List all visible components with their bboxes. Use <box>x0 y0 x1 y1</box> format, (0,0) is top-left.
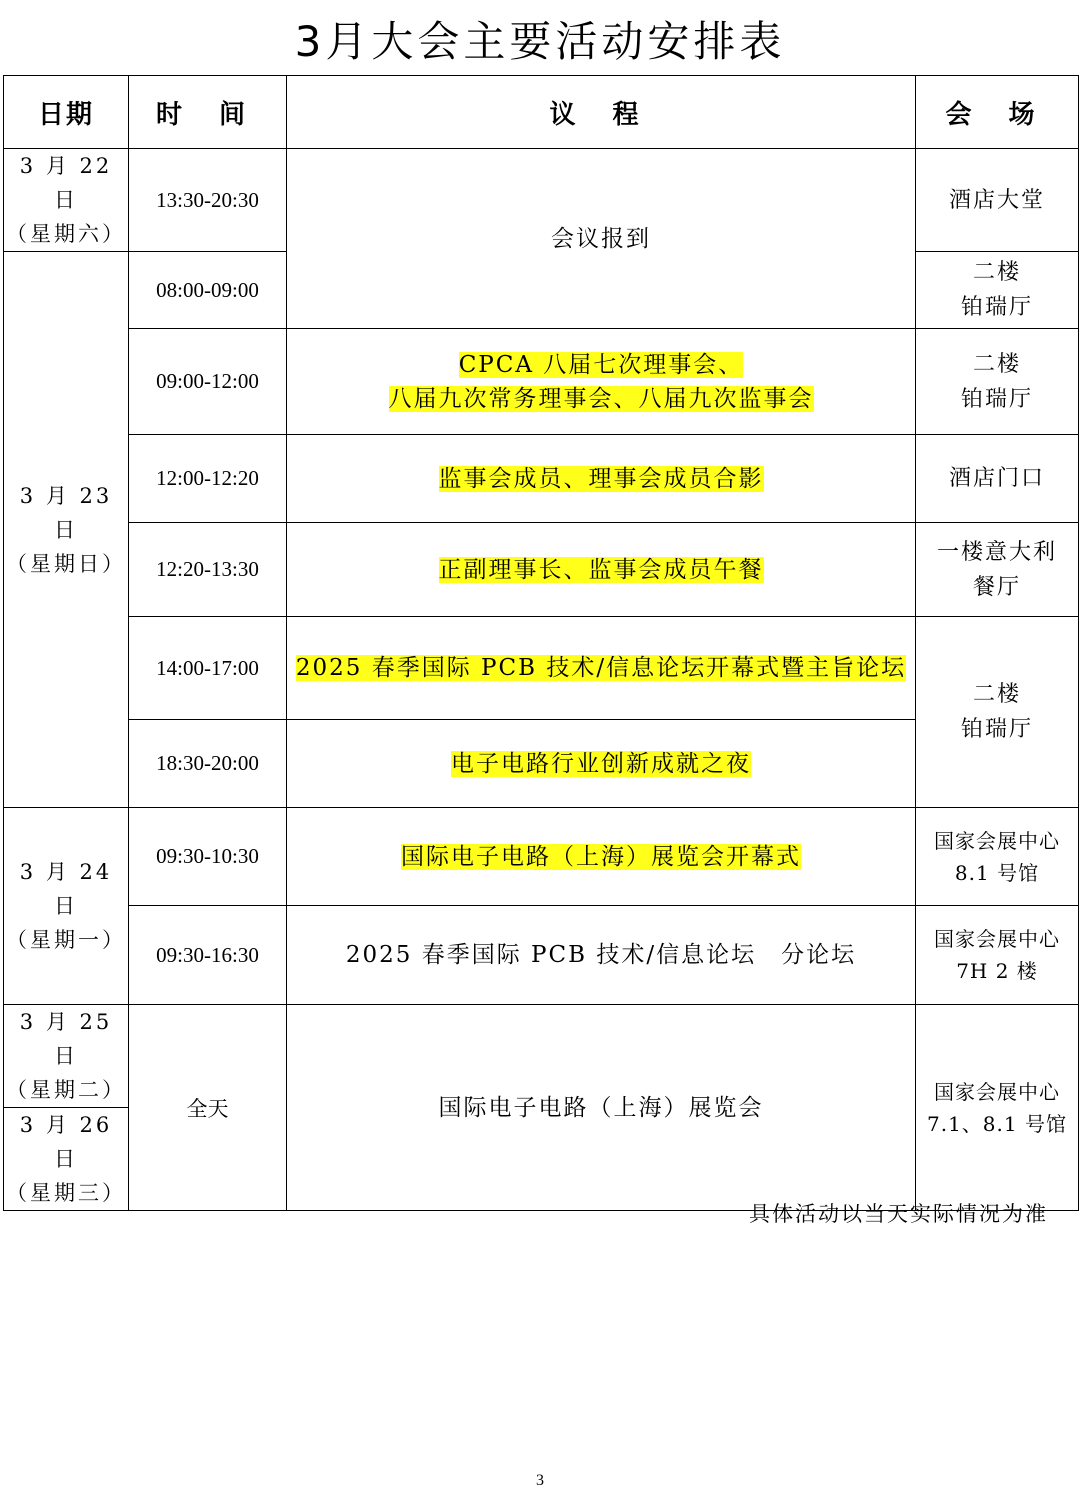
venue-floor: 二楼 <box>972 351 1021 377</box>
table-row <box>4 435 1079 523</box>
date-day: 3 月 26 日 <box>19 1113 113 1171</box>
date-cell-mar24 <box>4 808 129 1005</box>
venue-cell <box>916 523 1079 617</box>
agenda-expo-opening: 国际电子电路（上海）展览会开幕式 <box>401 843 801 870</box>
agenda-cell <box>287 329 916 435</box>
date-cell-mar22 <box>4 149 129 252</box>
date-day: 3 月 24 日 <box>19 860 113 918</box>
page-title: 3月大会主要活动安排表 <box>294 17 786 66</box>
agenda-cell <box>287 1005 916 1211</box>
venue-cell <box>916 149 1079 252</box>
table-row <box>4 329 1079 435</box>
date-weekday: （星期一） <box>6 928 126 952</box>
table-row <box>4 617 1079 720</box>
agenda-photo: 监事会成员、理事会成员合影 <box>438 465 764 492</box>
table-row <box>4 149 1079 252</box>
table-row <box>4 1005 1079 1108</box>
time-cell: 12:20-13:30 <box>129 523 287 617</box>
agenda-sub-forum: 2025 春季国际 PCB 技术/信息论坛 分论坛 <box>345 942 857 968</box>
date-weekday: （星期日） <box>6 551 126 576</box>
agenda-opening-forum: 2025 春季国际 PCB 技术/信息论坛开幕式暨主旨论坛 <box>295 655 907 681</box>
agenda-expo: 国际电子电路（上海）展览会 <box>438 1094 764 1121</box>
date-day: 3 月 23 日 <box>19 483 113 542</box>
agenda-checkin: 会议报到 <box>551 225 651 252</box>
agenda-lunch: 正副理事长、监事会成员午餐 <box>438 556 764 583</box>
time-cell: 全天 <box>129 1005 287 1211</box>
venue-floor: 二楼 <box>972 682 1021 707</box>
header-date: 日期 <box>4 76 129 149</box>
venue-italian-line2: 餐厅 <box>972 574 1021 600</box>
venue-cell <box>916 435 1079 523</box>
venue-lobby: 酒店大堂 <box>948 187 1045 213</box>
venue-hall: 铂瑞厅 <box>960 295 1033 320</box>
venue-hall-71-81: 7.1、8.1 号馆 <box>927 1111 1067 1136</box>
agenda-council-line1: CPCA 八届七次理事会、 <box>458 351 744 378</box>
agenda-cell <box>287 435 916 523</box>
time-cell: 18:30-20:00 <box>129 720 287 808</box>
venue-cell <box>916 808 1079 906</box>
header-time: 时 间 <box>129 76 287 149</box>
table-row <box>4 808 1079 906</box>
time-cell: 08:00-09:00 <box>129 252 287 329</box>
header-row <box>4 76 1079 149</box>
footnote: 具体活动以当天实际情况为准 <box>749 1202 1048 1226</box>
agenda-council-line2: 八届九次常务理事会、八届九次监事会 <box>388 385 814 412</box>
date-weekday: （星期三） <box>6 1181 126 1205</box>
venue-hall: 铂瑞厅 <box>960 386 1033 412</box>
venue-nec: 国家会展中心 <box>934 927 1060 951</box>
venue-cell <box>916 1005 1079 1211</box>
agenda-cell <box>287 523 916 617</box>
venue-nec: 国家会展中心 <box>934 1079 1060 1104</box>
venue-cell <box>916 906 1079 1005</box>
schedule-table <box>3 75 1079 1211</box>
venue-floor: 二楼 <box>972 260 1021 285</box>
table-row <box>4 523 1079 617</box>
time-cell: 13:30-20:30 <box>129 149 287 252</box>
agenda-cell <box>287 149 916 329</box>
time-cell: 09:00-12:00 <box>129 329 287 435</box>
agenda-night: 电子电路行业创新成就之夜 <box>451 750 751 777</box>
venue-hall: 铂瑞厅 <box>960 717 1033 742</box>
date-day: 3 月 22 日 <box>19 154 113 212</box>
date-weekday: （星期六） <box>6 222 126 246</box>
header-agenda: 议 程 <box>287 76 916 149</box>
time-cell: 12:00-12:20 <box>129 435 287 523</box>
venue-cell <box>916 329 1079 435</box>
date-cell-mar26 <box>4 1108 129 1211</box>
venue-nec: 国家会展中心 <box>934 828 1060 853</box>
date-cell-mar23 <box>4 252 129 808</box>
venue-italian-line1: 一楼意大利 <box>936 539 1057 565</box>
date-weekday: （星期二） <box>6 1078 126 1102</box>
date-cell-mar25 <box>4 1005 129 1108</box>
venue-entrance: 酒店门口 <box>948 466 1045 491</box>
agenda-cell <box>287 720 916 808</box>
venue-hall-7h: 7H 2 楼 <box>956 959 1038 983</box>
agenda-cell <box>287 808 916 906</box>
header-venue: 会 场 <box>916 76 1079 149</box>
time-cell: 14:00-17:00 <box>129 617 287 720</box>
page-number: 3 <box>536 1472 544 1489</box>
agenda-cell <box>287 617 916 720</box>
venue-cell <box>916 617 1079 808</box>
time-cell: 09:30-10:30 <box>129 808 287 906</box>
table-row <box>4 906 1079 1005</box>
agenda-cell <box>287 906 916 1005</box>
date-day: 3 月 25 日 <box>19 1010 113 1068</box>
venue-hall-81: 8.1 号馆 <box>954 860 1040 885</box>
time-cell: 09:30-16:30 <box>129 906 287 1005</box>
venue-cell <box>916 252 1079 329</box>
